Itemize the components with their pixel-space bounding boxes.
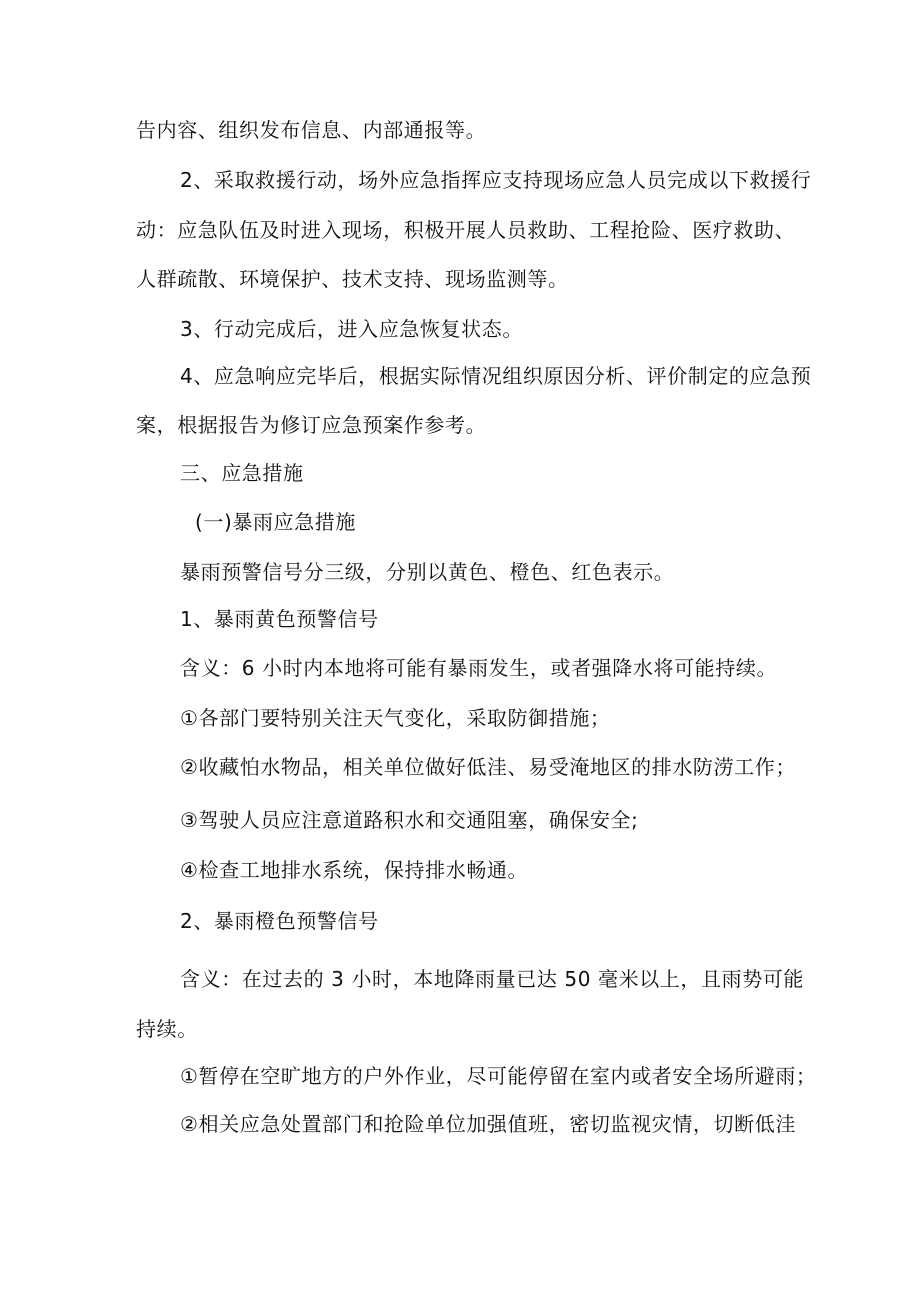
subsection-heading: (一)暴雨应急措施 <box>195 510 357 534</box>
list-item: ③驾驶人员应注意道路积水和交通阻塞，确保安全; <box>180 808 639 832</box>
body-text-line: 人群疏散、环境保护、技术支持、现场监测等。 <box>136 267 569 291</box>
list-item: ②收藏怕水物品，相关单位做好低洼、易受淹地区的排水防涝工作； <box>180 755 796 779</box>
body-text-line: 含义：6 小时内本地将可能有暴雨发生，或者强降水将可能持续。 <box>180 656 778 680</box>
item-heading: 2、暴雨橙色预警信号 <box>180 909 379 933</box>
body-text-line: 2、采取救援行动，场外应急指挥应支持现场应急人员完成以下救援行 <box>180 168 812 192</box>
body-text-line: 动：应急队伍及时进入现场，积极开展人员救助、工程抢险、医疗救助、 <box>136 218 796 242</box>
body-text-line: 案，根据报告为修订应急预案作参考。 <box>136 413 487 437</box>
list-item: ①暂停在空旷地方的户外作业，尽可能停留在室内或者安全场所避雨； <box>180 1064 817 1088</box>
body-text-line: 告内容、组织发布信息、内部通报等。 <box>136 118 487 142</box>
list-item: ①各部门要特别关注天气变化，采取防御措施； <box>180 706 611 730</box>
list-item: ④检查工地排水系统，保持排水畅通。 <box>180 858 529 882</box>
list-item: ②相关应急处置部门和抢险单位加强值班，密切监视灾情，切断低洼 <box>180 1112 796 1136</box>
body-text-line: 3、行动完成后，进入应急恢复状态。 <box>180 317 523 341</box>
body-text-line: 4、应急响应完毕后，根据实际情况组织原因分析、评价制定的应急预 <box>180 364 812 388</box>
item-heading: 1、暴雨黄色预警信号 <box>180 607 379 631</box>
body-text-line: 暴雨预警信号分三级，分别以黄色、橙色、红色表示。 <box>180 560 675 584</box>
body-text-line: 含义：在过去的 3 小时，本地降雨量已达 50 毫米以上，且雨势可能 <box>180 967 805 991</box>
section-heading: 三、应急措施 <box>180 461 304 485</box>
body-text-line: 持续。 <box>136 1017 198 1041</box>
